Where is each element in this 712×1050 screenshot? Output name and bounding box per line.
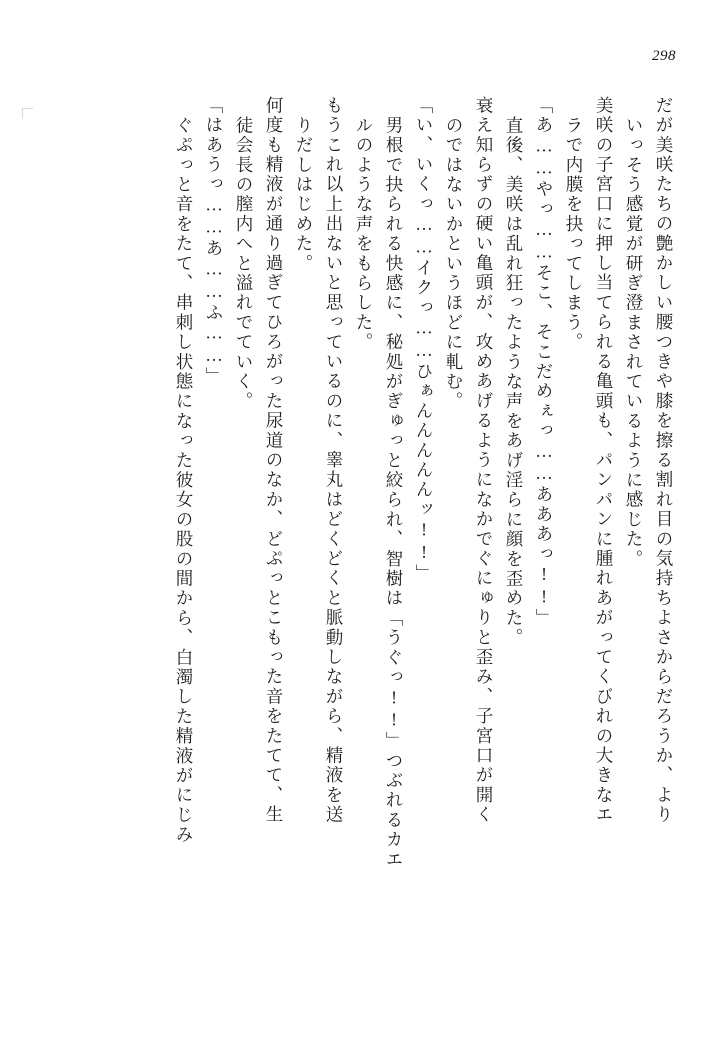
page-body-text [40, 96, 672, 1002]
text-line: 美咲の子宮口に押し当てられる亀頭も、パンパンに腫れあがってくびれの大きなエ [594, 96, 614, 825]
text-line: ぐぷっと音をたて、串刺し状態になった彼女の股の間から、白濁した精液がにじみ [174, 116, 194, 845]
text-line: 何度も精液が通り過ぎてひろがった尿道のなか、どぷっとこもった音をたてて、生 [264, 96, 284, 825]
text-line: 「い、いくっ……イクっ……ひぁんんんんんッ!!」 [414, 96, 434, 584]
page-number: 298 [652, 48, 676, 64]
text-line: のではないかというほどに軋む。 [444, 116, 464, 412]
text-line: 直後、美咲は乱れ狂ったような声をあげ淫らに顔を歪めた。 [504, 116, 524, 648]
text-line: もうこれ以上出ないと思っているのに、睾丸はどくどくと脈動しながら、精液を送 [324, 96, 344, 825]
text-line: ルのような声をもらした。 [354, 116, 374, 353]
text-line: だが美咲たちの艶かしい腰つきや膝を擦る割れ目の気持ちよさからだろうか、より [654, 96, 674, 825]
text-line: 「はあうっ……あ……ふ……」 [204, 96, 224, 387]
page-corner-mark [22, 108, 33, 119]
text-line: 「あ……やっ……そこ、そこだめぇっ……あああっ!!」 [534, 96, 554, 629]
text-line: りだしはじめた。 [294, 116, 314, 274]
text-line: いっそう感覚が研ぎ澄まされているように感じた。 [624, 116, 644, 570]
text-line: 衰え知らずの硬い亀頭が、攻めあげるようになかでぐにゅりと歪み、子宮口が開く [474, 96, 494, 825]
text-line: ラで内膜を抉ってしまう。 [564, 116, 584, 353]
text-line: 男根で抉られる快感に、秘処がぎゅっと絞られ、智樹は「うぐっ!!」つぶれるカエ [384, 116, 404, 870]
text-line: 徒会長の膣内へと溢れでていく。 [234, 116, 254, 412]
